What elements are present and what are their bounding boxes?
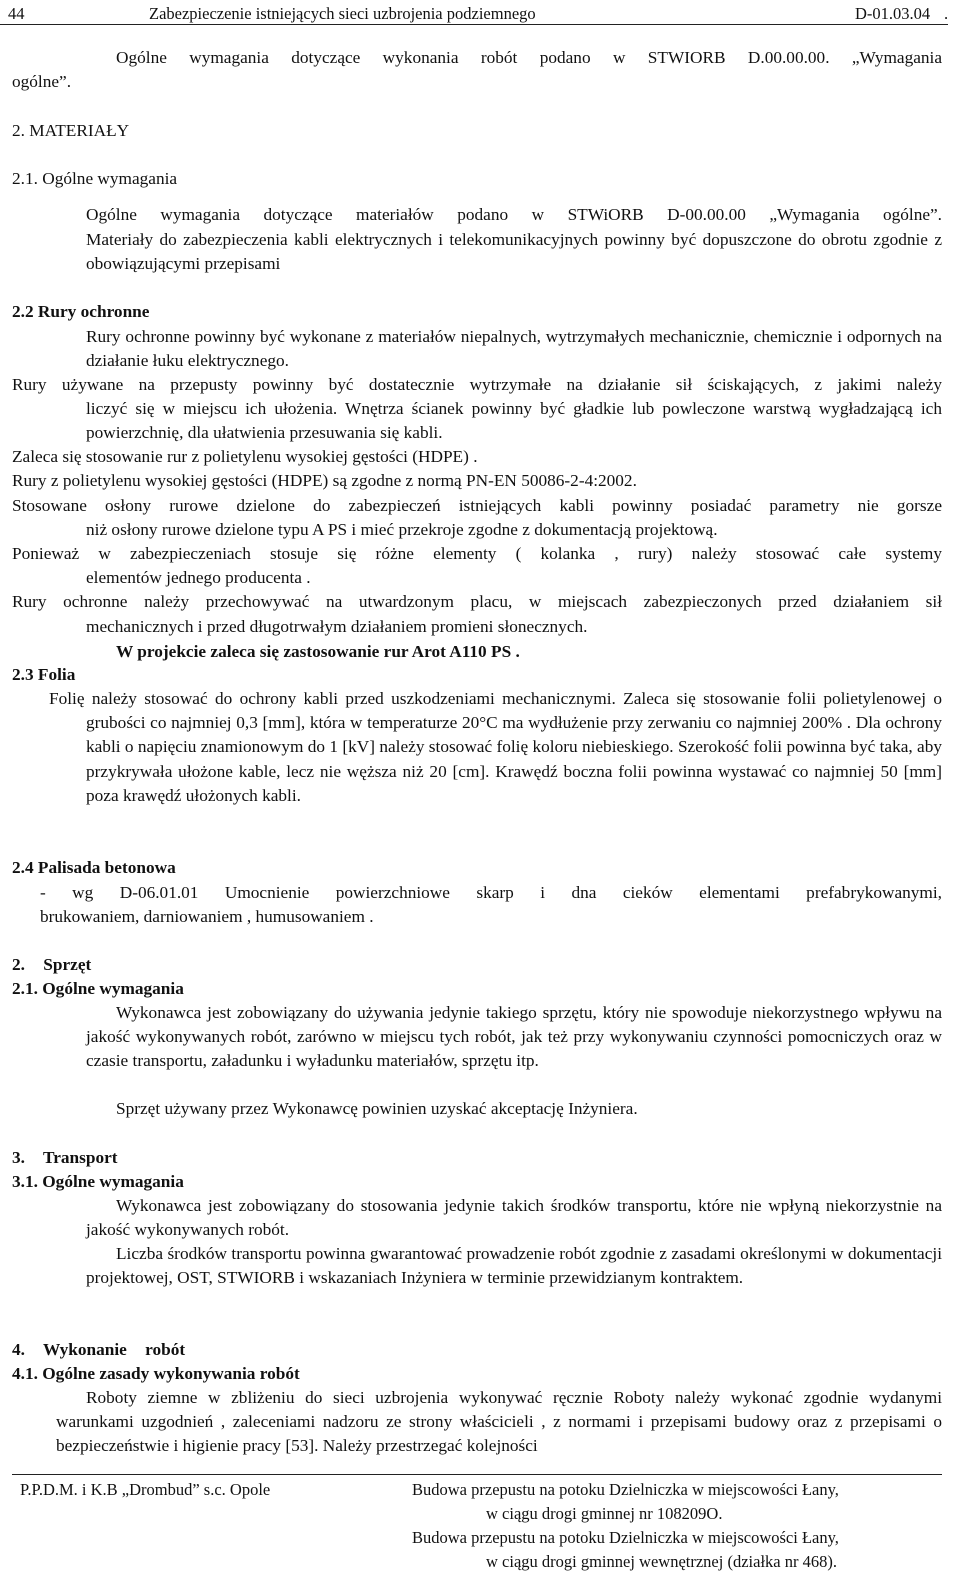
paragraph-2-2-1: Rury ochronne powinny być wykonane z materiałów niepalnych, wytrzymałych mechanicznie, chemicznie i odpornych na działanie łuku elektrycznego. xyxy=(86,327,942,371)
section-heading-2-2: 2.2 Rury ochronne xyxy=(12,302,150,321)
section-heading-materialy: 2. MATERIAŁY xyxy=(12,121,130,140)
paragraph-2-4-first: - wg D-06.01.01 Umocnienie powierzchniowe skarp i dna cieków elementami prefabrykowanymi, xyxy=(40,883,942,902)
paragraph-transport-1: Wykonawca jest zobowiązany do stosowania jedynie takich środków transportu, które nie wpłyną niekorzystnie na jakość wykonywanych robót. xyxy=(86,1196,942,1240)
header-code: D-01.03.04 xyxy=(855,4,931,23)
intro-line-2: ogólne”. xyxy=(12,72,72,91)
paragraph-2-2-2-rest: liczyć się w miejscu ich ułożenia. Wnętrza ścianek powinny być gładkie lub powleczone warstwą wygładzającą ich powierzchnię, dla ułatwienia przesuwania się kabli. xyxy=(86,399,942,443)
section-heading-transport: 3. Transport xyxy=(12,1148,118,1167)
section-heading-2-4: 2.4 Palisada betonowa xyxy=(12,858,176,877)
header-title: Zabezpieczenie istniejących sieci uzbrojenia podziemnego xyxy=(149,4,536,23)
recommendation-note: W projekcie zaleca się zastosowanie rur Arot A110 PS . xyxy=(116,642,520,661)
paragraph-wykonanie: Roboty ziemne w zbliżeniu do sieci uzbrojenia wykonywać ręcznie Roboty należy wykonać zgodnie wydanymi warunkami uzgodnień , zaleceniami nadzoru ze strony właścicieli , z normami i przepisami budowy oraz z przepisami o bezpieczeństwie i higienie pracy [53]. Należy przestrzegać kolejności xyxy=(56,1388,942,1456)
paragraph-2-2-3: Zaleca się stosowanie rur z polietylenu wysokiej gęstości (HDPE) . xyxy=(12,447,478,466)
paragraph-2-2-6-rest: elementów jednego producenta . xyxy=(86,568,311,587)
paragraph-2-2-4: Rury z polietylenu wysokiej gęstości (HDPE) są zgodne z normą PN-EN 50086-2-4:2002. xyxy=(12,471,637,490)
paragraph-2-3: Folię należy stosować do ochrony kabli przed uszkodzeniami mechanicznymi. Zaleca się stosowanie folii polietylenowej o grubości co najmniej 0,3 [mm], która w temperaturze 20°C ma wydłużenie przy zerwaniu co najmniej 200% . Dla ochrony kabli o napięciu znamionowym do 1 [kV] należy stosować folię koloru niebieskiego. Szerokość folii powinna być taka, aby przykrywała ułożone kable, lecz nie węższa niż 20 [cm]. Krawędź boczna folii powinna wystawać co najmniej 50 [mm] poza krawędź ułożonych kabli. xyxy=(49,689,942,805)
footer-company: P.P.D.M. i K.B „Drombud” s.c. Opole xyxy=(20,1480,271,1499)
paragraph-transport-2: Liczba środków transportu powinna gwarantować prowadzenie robót zgodnie z zasadami określonymi w dokumentacji projektowej, OST, STWIORB i wskazaniach Inżyniera w terminie przewidzianym kontraktem. xyxy=(86,1244,942,1288)
paragraph-2-2-7-rest: mechanicznych i przed długotrwałym działaniem promieni słonecznych. xyxy=(86,617,588,636)
section-heading-wykonanie-4-1: 4.1. Ogólne zasady wykonywania robót xyxy=(12,1364,300,1383)
paragraph-sprzet-1: Wykonawca jest zobowiązany do używania jedynie takiego sprzętu, który nie spowoduje niekorzystnego wpływu na jakość wykonywanych robót, zarówno w miejscu tych robót, jak też przy wykonywaniu czynności pomocniczych oraz w czasie transportu, załadunku i wyładunku materiałów, sprzętu itp. xyxy=(86,1003,942,1071)
intro-line-1: Ogólne wymagania dotyczące wykonania robót podano w STWIORB D.00.00.00. „Wymagania xyxy=(116,48,942,67)
section-heading-wykonanie: 4. Wykonanie robót xyxy=(12,1340,186,1359)
footer-project-line-3: Budowa przepustu na potoku Dzielniczka w miejscowości Łany, xyxy=(412,1528,839,1547)
paragraph-2-2-5-rest: niż osłony rurowe dzielone typu A PS i mieć przekroje zgodne z dokumentacją projektową. xyxy=(86,520,718,539)
paragraph-2-4-rest: brukowaniem, darniowaniem , humusowaniem . xyxy=(40,907,374,926)
section-heading-2-3: 2.3 Folia xyxy=(12,665,76,684)
paragraph-2-2-7-first: Rury ochronne należy przechowywać na utwardzonym placu, w miejscach zabezpieczonych przed działaniem sił xyxy=(12,592,942,611)
paragraph-sprzet-2: Sprzęt używany przez Wykonawcę powinien uzyskać akceptację Inżyniera. xyxy=(116,1099,638,1118)
paragraph-2-2-6-first: Ponieważ w zabezpieczeniach stosuje się różne elementy ( kolanka , rury) należy stosować całe systemy xyxy=(12,544,942,563)
section-heading-sprzet-2-1: 2.1. Ogólne wymagania xyxy=(12,979,184,998)
paragraph-2-2-5-first: Stosowane osłony rurowe dzielone do zabezpieczeń istniejących kabli powinny posiadać parametry nie gorsze xyxy=(12,496,942,515)
paragraph-2-1-2: Materiały do zabezpieczenia kabli elektrycznych i telekomunikacyjnych powinny być dopuszczone do obrotu zgodnie z obowiązującymi przepisami xyxy=(86,230,942,274)
footer-project-line-2: w ciągu drogi gminnej nr 108209O. xyxy=(486,1504,723,1523)
page-number: 44 xyxy=(8,4,25,23)
footer-project-line-1: Budowa przepustu na potoku Dzielniczka w miejscowości Łany, xyxy=(412,1480,839,1499)
paragraph-2-2-2-first: Rury używane na przepusty powinny być dostatecznie wytrzymałe na działanie sił ściskających, z jakimi należy xyxy=(12,375,942,394)
section-heading-sprzet: 2. Sprzęt xyxy=(12,955,92,974)
header-dot: . xyxy=(944,4,949,23)
footer-rule xyxy=(12,1474,942,1475)
section-heading-2-1: 2.1. Ogólne wymagania xyxy=(12,169,178,188)
header-rule xyxy=(0,24,948,25)
footer-project-line-4: w ciągu drogi gminnej wewnętrznej (działka nr 468). xyxy=(486,1552,837,1571)
paragraph-2-1-1: Ogólne wymagania dotyczące materiałów podano w STWiORB D-00.00.00 „Wymagania ogólne”. xyxy=(86,205,942,224)
section-heading-transport-3-1: 3.1. Ogólne wymagania xyxy=(12,1172,184,1191)
